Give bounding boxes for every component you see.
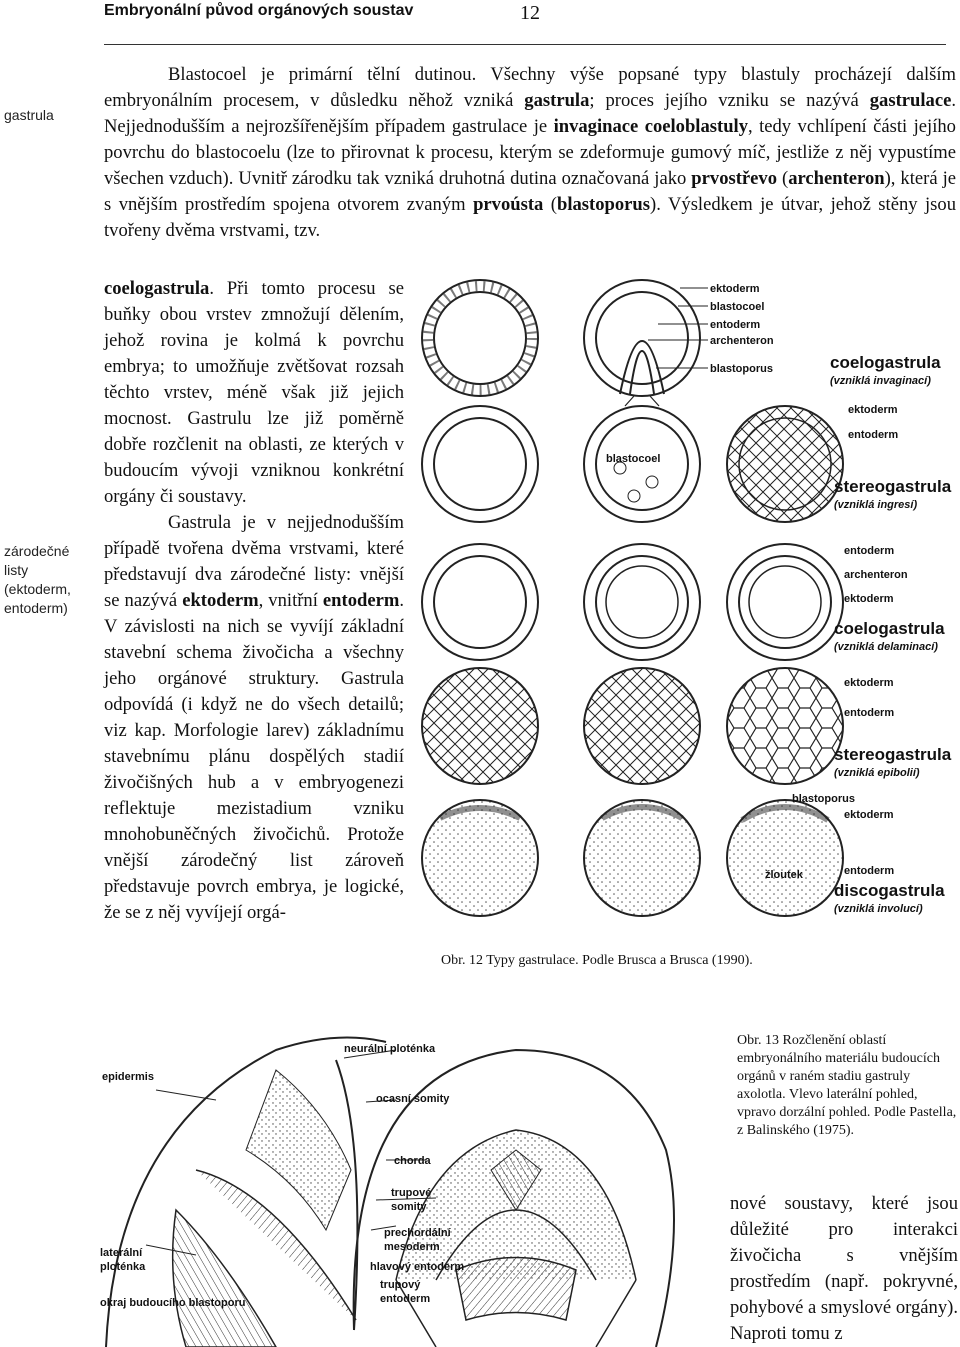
label-trupove-1: trupové: [391, 1187, 432, 1199]
header-rule: [104, 44, 946, 45]
label-neuralni-plotenka: neurální ploténka: [344, 1043, 436, 1055]
paragraph-3: Gastrula je v nejjednodušším případě tvořena dvěma vrstvami, které představují dva zárodečné listy: vnější se nazývá ektoderm, vnitřní entoderm. V závislosti na nich se vyvíjí základní stavební schema živočicha a všechny jeho orgánové struktury. Gastrula odpovídá (i když ne do všech detailů; viz kap. Morfologie larev) základnímu stavebnímu plánu dospělých stadií živočišných hub a v embryogenezi reflektuje mezistadium vzniku mnohobuněčných živočichů. Protože vnější zárodečný list zároveň představuje povrch embrya, je logické, že se z něj vyvíjejí orgá-: [104, 512, 404, 923]
title-coelogastrula-1: coelogastrula: [830, 353, 941, 372]
label-entoderm-4: entoderm: [844, 707, 895, 719]
paragraph-1: Blastocoel je primární tělní dutinou. Všechny výše popsané typy blastuly procházejí dalším embryonálním procesem, v důsledku něhož vzniká gastrula; proces jejího vzniku se nazývá gastrulace. Nejjednodušším a nejrozšířenějším případem gastrulace je invaginace coeloblastuly, tedy vchlípení části jejího povrchu do blastocoelu (lze to přirovnat k procesu, kterým se zdeformuje gumový míč, jestliže z něj vypustíme všechen vzduch). Uvnitř zárodku tak vzniká druhotná dutina označovaná jako prvostřevo (archenteron), která je s vnějším prostředím spojena otvorem zvaným prvoústa (blastoporus). Výsledkem je útvar, jehož stěny jsou tvořeny dvěma vrstvami, tzv.: [104, 64, 957, 241]
label-prechordal-1: prechordální: [384, 1227, 451, 1239]
label-lateral-2: ploténka: [100, 1261, 146, 1273]
label-trupove-2: somity: [391, 1201, 427, 1213]
title-coelogastrula-2: coelogastrula: [834, 619, 945, 638]
row-stereogastrula-ingression: [422, 404, 952, 522]
label-hlavovy-entoderm: hlavový entoderm: [370, 1261, 465, 1273]
row-coelogastrula-delamination: [422, 544, 945, 660]
paragraph-2: coelogastrula. Při tomto procesu se buňky obou vrstev zmnožují dělením, jehož rovina je kolmá k povrchu embrya; to umožňuje zvětšovat rozsah těchto vrstev, méně však již jejich mocnost. Gastrulu lze již poměrně dobře rozčlenit na oblasti, ze kterých v budoucím vývoji vzniknou konkrétní orgány či soustavy.: [104, 278, 404, 507]
figure-13-axolotl-gastrula: [96, 1030, 724, 1347]
subtitle-invaginaci: (vzniklá invaginací): [830, 375, 931, 387]
page-number: 12: [520, 2, 540, 24]
running-header-title: Embryonální původ orgánových soustav: [104, 2, 414, 19]
row-stereogastrula-epiboly: [422, 668, 952, 784]
paragraph-2-column: [104, 276, 404, 926]
figure-12-caption: Obr. 12 Typy gastrulace. Podle Brusca a Brusca (1990).: [441, 953, 753, 968]
label-entoderm-3: entoderm: [844, 545, 895, 557]
label-zloutek: žloutek: [765, 869, 803, 881]
title-stereogastrula-2: stereogastrula: [834, 745, 952, 764]
label-prechordal-2: mesoderm: [384, 1241, 440, 1253]
row-discogastrula-involution: [422, 793, 945, 916]
label-okraj-blastoporu: okraj budoucího blastoporu: [100, 1297, 246, 1309]
title-discogastrula: discogastrula: [834, 881, 945, 900]
label-entoderm-5: entoderm: [844, 865, 895, 877]
label-epidermis: epidermis: [102, 1071, 154, 1083]
label-blastocoel: blastocoel: [710, 301, 765, 313]
label-trupovy-2: entoderm: [380, 1293, 431, 1305]
label-ektoderm-4: ektoderm: [844, 677, 894, 689]
label-entoderm: entoderm: [710, 319, 761, 331]
subtitle-delaminaci: (vzniklá delaminací): [834, 641, 938, 653]
label-lateral-1: laterální: [100, 1247, 143, 1259]
label-blastoporus: blastoporus: [710, 363, 773, 375]
label-ektoderm-5: ektoderm: [844, 809, 894, 821]
label-ektoderm-2: ektoderm: [848, 404, 898, 416]
label-archenteron-3: archenteron: [844, 569, 908, 581]
paragraph-4: nové soustavy, které jsou důležité pro interakci živočicha s vnějším prostředím (např. pokryvné, pohybové a smyslové orgány). Naproti tomu z: [730, 1193, 958, 1344]
label-entoderm-2: entoderm: [848, 429, 899, 441]
figure-12-gastrulation-types: [420, 268, 960, 928]
row-coelogastrula-invagination: [422, 280, 941, 406]
subtitle-epiboli: (vzniklá epibolií): [834, 767, 920, 779]
figure-13-caption: Obr. 13 Rozčlenění oblastí embryonálního materiálu budoucích orgánů v raném stadiu gastruly axolotla. Vlevo laterální pohled, vpravo dorzální pohled. Podle Pastella, z Balinského (1975).: [737, 1033, 957, 1138]
label-ektoderm: ektoderm: [710, 283, 760, 295]
margin-note-gastrula: gastrula: [4, 107, 54, 123]
subtitle-involuci: (vzniklá involucí): [834, 903, 923, 915]
label-ektoderm-3: ektoderm: [844, 593, 894, 605]
label-blastoporus-5: blastoporus: [792, 793, 855, 805]
label-chorda: chorda: [394, 1155, 431, 1167]
label-blastocoel-2: blastocoel: [606, 453, 661, 465]
title-stereogastrula-1: stereogastrula: [834, 477, 952, 496]
label-ocasni-somity: ocasní somity: [376, 1093, 450, 1105]
subtitle-ingresi: (vzniklá ingresí): [834, 499, 918, 511]
label-archenteron: archenteron: [710, 335, 774, 347]
margin-note-germ-layers: zárodečné listy (ektoderm, entoderm): [4, 543, 71, 616]
label-trupovy-1: trupový: [380, 1279, 421, 1291]
